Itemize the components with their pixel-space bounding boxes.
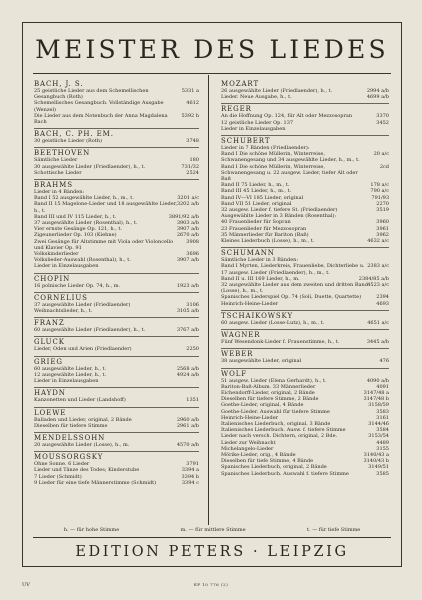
edition-number: 3907 a/b (176, 257, 199, 264)
edition-number: 4091 (376, 383, 389, 390)
edition-number: 3961 (376, 225, 389, 232)
edition-number: 178 a/c (370, 182, 389, 189)
entry-title: Die Lieder aus dem Notenbuch der Anna Magdalena Bach (34, 112, 168, 126)
composer-name: WEBER (221, 348, 389, 358)
composer-name: MENDELSSOHN (34, 432, 199, 442)
edition-number: 731/32 (181, 163, 199, 170)
entry-title: 35 Männerlieder für Bariton (Baß) (221, 231, 309, 238)
edition-number: 3140/43 b (363, 458, 389, 465)
composer-section (34, 407, 199, 429)
entry-title: Band III 45 Lieder, h., m., t. (221, 188, 292, 195)
composer-section (221, 348, 389, 364)
edition-number: 4924 a/b (176, 371, 199, 378)
entry-title: 60 ausgewählte Lieder, h., t. (34, 365, 107, 372)
edition-number: 4651 a/c (367, 319, 389, 326)
entry-title: Ohne Sonne. 6 Lieder (34, 461, 90, 468)
edition-number: 3144/46 (368, 420, 389, 427)
edition-number: 3158/59 (368, 402, 389, 409)
entry-title: Bariton-Baß-Album. 33 Männerlieder (221, 383, 316, 390)
entry-title: Lieder nach versch. Dichtern, original, 2 Bde. (221, 433, 338, 440)
catalog-entry (221, 471, 389, 477)
entry-title: Dieselben für tiefe Stimme, 4 Bände (221, 458, 314, 465)
left-column (34, 78, 199, 489)
composer-section (34, 387, 199, 403)
edition-number: 3519 (376, 207, 389, 214)
edition-number: 3907 a/b (176, 226, 199, 233)
entry-title: Eichendorff-Lieder, original, 2 Bände (221, 389, 315, 396)
entry-title: 25 geistliche Lieder aus dem Schemellischen Gesangbuch (Roth) (34, 88, 149, 101)
entry-title: 40 Frauenlieder für Sopran (221, 219, 291, 226)
edition-number: 3891/92 a/b (168, 213, 199, 220)
composer-section (34, 147, 199, 176)
edition-number: 4632 a/c (367, 238, 389, 245)
entry-title: 30 geistliche Lieder (Roth) (34, 138, 102, 145)
entry-title: 20 ausgewählte Lieder (Losse), h., m. (34, 441, 130, 448)
entry-title: Lieder in 4 Bänden: (34, 189, 85, 196)
edition-number: 3696 (186, 251, 199, 258)
page-title: MEISTER DES LIEDES (35, 35, 389, 64)
entry-title: 32 ausgewählte Lieder aus dem zweiten und dritten Band (Losse), h., m., t. (221, 282, 368, 295)
composer-section (34, 432, 199, 448)
composer-section (221, 247, 389, 307)
edition-number: 5331 a (181, 88, 199, 94)
catalog-entry (34, 308, 199, 314)
composer-name: BACH, C. PH. EM. (34, 128, 199, 138)
edition-number: 2961 a/b (176, 422, 199, 429)
composer-name: WOLF (221, 368, 389, 378)
entry-title: Goethe-Lieder, original, 4 Bände (221, 402, 304, 409)
entry-title: Goethe-Lieder. Auswahl für tiefere Stimme (221, 408, 330, 415)
composer-name: TSCHAIKOWSKY (221, 310, 389, 320)
entry-title: Schottische Lieder (34, 169, 82, 176)
catalog-frame (22, 22, 402, 567)
edition-number: 3149/51 (368, 464, 389, 471)
title-rule (33, 73, 391, 74)
edition-number: 790 a/c (370, 188, 389, 195)
entry-title: Ausgewählte Lieder in 3 Bänden (Rosenthal): (221, 213, 337, 220)
composer-section (221, 135, 389, 244)
edition-number: 20 a/c (373, 151, 389, 158)
entry-title: Michelangelo-Lieder (221, 445, 274, 452)
entry-title: Schemellisches Gesangbuch. Vollständige Ausgabe (Wenzel) (34, 100, 164, 113)
edition-number: 3155 (376, 445, 389, 452)
entry-title: Heinrich-Heine-Lieder (221, 300, 279, 307)
entry-title: Lieder in Einzelausgaben (34, 263, 99, 270)
publisher-name: EDITION PETERS · LEIPZIG (75, 544, 349, 560)
entry-title: Spanisches Liederbuch. Auswahl f. tiefere Stimme (221, 470, 349, 477)
catalog-entry (34, 201, 199, 213)
composer-name: MOUSSORGSKY (34, 451, 199, 461)
edition-number: 4090 a/b (366, 377, 389, 384)
edition-number: 2568 a/b (176, 365, 199, 372)
edition-number: 3202 a/b (176, 201, 199, 208)
entry-title: 7 Lieder (Schmidt) (34, 473, 82, 480)
edition-number: 791/93 (371, 194, 389, 201)
entry-title: Band I Die schöne Müllerin, Winterreise, Schwanengesang u. 22 ausgew. Lieder, tiefer Alt oder Baß (221, 163, 358, 183)
edition-number: 3147/48 a (363, 389, 389, 396)
edition-number: 3106 (186, 301, 199, 308)
edition-number: 180 (189, 157, 199, 164)
entry-title: Sämtliche Lieder (34, 157, 78, 164)
composer-section (221, 329, 389, 345)
composer-section (34, 292, 199, 314)
catalog-entry (34, 442, 199, 448)
edition-number: 4612 (186, 100, 199, 107)
entry-title: 30 ausgewählte Lieder (Friedlaender), h., t. (34, 163, 146, 170)
edition-number: 2270 (376, 200, 389, 207)
entry-title: Italienisches Liederbuch. Ausw. f. tiefere Stimme (221, 427, 346, 434)
entry-title: Lieder in 7 Bänden (Friedlaender): (221, 145, 310, 152)
entry-title: Band II 75 Lieder, h., m., t. (221, 182, 290, 189)
legend-high: h. — für hohe Stimme (63, 527, 120, 533)
entry-title: Balladen und Lieder, original, 2 Bände (34, 416, 132, 423)
edition-number: 3903 a/b (176, 220, 199, 227)
edition-number: 3585 (376, 470, 389, 477)
composer-name: BRAHMS (34, 179, 199, 189)
composer-name: LOEWE (34, 407, 199, 417)
edition-number: 4570 a/b (176, 441, 199, 448)
edition-number: 3394 a (181, 467, 199, 474)
catalog-entry (34, 100, 199, 112)
entry-title: 12 ausgewählte Lieder, h., t. (34, 371, 107, 378)
composer-section (34, 451, 199, 486)
composer-name: BEETHOVEN (34, 147, 199, 157)
entry-title: Spanisches Liederbuch, original, 2 Bände (221, 464, 327, 471)
edition-number: 2960 a/b (176, 416, 199, 423)
edition-number: 3584 (376, 427, 389, 434)
catalog-entry (221, 164, 389, 183)
edition-number: 2383 a/c (367, 263, 389, 270)
edition-number: 4489 (376, 439, 389, 446)
catalog-entry (34, 138, 199, 144)
edition-number: 476 (379, 358, 389, 365)
edition-number: 3445 a/b (366, 339, 389, 346)
composer-name: BACH, J. S. (34, 80, 84, 88)
entry-title: 37 ausgewählte Lieder (Rosenthal), h., t. (34, 220, 138, 227)
composer-section (34, 273, 199, 289)
catalog-entry (221, 151, 389, 163)
entry-title: Lieder und Tänze des Todes; Kinderstube (34, 467, 140, 474)
composer-name: FRANZ (34, 317, 199, 327)
entry-title: Italienisches Liederbuch, original, 3 Bände (221, 420, 331, 427)
entry-title: Lieder, Oden und Arien (Friedlaender) (34, 346, 132, 353)
entry-title: Vier ernste Gesänge Op. 121, h., t. (34, 226, 123, 233)
composer-section (34, 79, 199, 125)
entry-title: 16 polnische Lieder Op. 74, h., m. (34, 282, 121, 289)
edition-number: 2394 (376, 294, 389, 301)
entry-title: Band I 52 ausgewählte Lieder, h., m., t. (34, 195, 134, 202)
catalog-entry (34, 88, 199, 100)
column-divider (208, 75, 209, 525)
composer-name: CHOPIN (34, 273, 199, 283)
entry-title: Zigeunerlieder Op. 103 (Kiehne) (34, 232, 117, 239)
catalog-entry (34, 283, 199, 289)
catalog-entry (34, 480, 199, 486)
composer-name: GLUCK (34, 336, 199, 346)
entry-title: 32 ausgew. Lieder f. tiefere St. (Friedlaender) (221, 207, 338, 214)
composer-name: CORNELIUS (34, 292, 199, 302)
entry-title: Volkskinderlieder (34, 251, 79, 258)
footer-plate-number: EP 10 776 (2) (193, 582, 229, 587)
catalog-entry (221, 238, 389, 244)
composer-name: SCHUBERT (221, 135, 389, 145)
composer-name: REGER (221, 103, 389, 113)
catalog-entry (221, 358, 389, 364)
composer-name: MOZART (221, 80, 260, 88)
catalog-entry (221, 320, 389, 326)
composer-section (221, 310, 389, 326)
entry-title: 37 ausgewählte Lieder (Friedlaender) (34, 301, 131, 308)
footer-code: UV (22, 582, 30, 588)
catalog-entry (221, 263, 389, 275)
entry-title: Mörike-Lieder, orig., 4 Bände (221, 451, 296, 458)
composer-section (221, 103, 389, 132)
edition-number: 3153/54 (368, 433, 389, 440)
entry-title: 38 ausgewählte Lieder, original (221, 358, 302, 365)
catalog-entry (221, 94, 389, 100)
edition-number: 2994 a/b (366, 88, 389, 94)
catalog-entry (34, 378, 199, 384)
entry-title: 12 geistliche Lieder Op. 137 (221, 119, 294, 126)
entry-title: An die Hoffnung Op. 124, für Alt oder Mezzosopran (221, 113, 353, 120)
entry-title: Band VII 51 Lieder, original (221, 200, 292, 207)
entry-title: Heinrich-Heine-Lieder (221, 414, 279, 421)
edition-number: 3394 b (181, 473, 199, 480)
entry-title: Sämtliche Lieder in 3 Bänden: (221, 257, 299, 264)
composer-name: GRIEG (34, 356, 199, 366)
composer-section (34, 317, 199, 333)
legend-medium: m. — für mittlere Stimme (180, 527, 246, 533)
edition-number: 3201 a/c (177, 195, 199, 202)
edition-number: 3962 (376, 231, 389, 238)
edition-number: 3583 (376, 408, 389, 415)
publisher-rule (33, 537, 391, 538)
entry-title: 9 Lieder für eine tiefe Männerstimme (Schmidt) (34, 479, 157, 486)
entry-title: Lieder. Neue Ausgabe, h., t. (221, 94, 292, 101)
composer-section (34, 336, 199, 352)
edition-number: 5392 h (181, 112, 199, 119)
entry-title: 23 Frauenlieder für Mezzosopran (221, 225, 307, 232)
composer-section (34, 128, 199, 144)
edition-number: 3161 (376, 414, 389, 421)
catalog-entry (34, 397, 199, 403)
catalog-entry (34, 113, 199, 125)
entry-title: Weihnachtslieder, h., t. (34, 308, 93, 315)
catalog-entry (34, 239, 199, 251)
edition-number: 3960 (376, 219, 389, 226)
entry-title: Lieder in Einzelausgaben (221, 125, 286, 132)
edition-number: 3748 (186, 138, 199, 145)
entry-title: Spanisches Liederspiel Op. 74 (Soli, Duette, Quartette) (221, 294, 362, 301)
edition-number: 2524 (186, 169, 199, 176)
entry-title: Zwei Gesänge für Altstimme mit Viola oder Violoncello und Klavier Op. 91 (34, 238, 174, 251)
edition-number: 4699 a/b (366, 94, 389, 101)
edition-number: 1923 a/b (176, 282, 199, 289)
composer-section (221, 79, 389, 100)
composer-name: WAGNER (221, 329, 389, 339)
entry-title: Volkslieder-Auswahl (Rosenthal), h., t. (34, 257, 131, 264)
entry-title: Dieselben für tiefere Stimme (34, 422, 108, 429)
catalog-entry (34, 170, 199, 176)
entry-title: 51 ausgew. Lieder (Elena Gerhardt), h., t. (221, 377, 327, 384)
entry-title: Lieder zur Weihnacht (221, 439, 276, 446)
catalog-entry (221, 126, 389, 132)
edition-number: 4523 a/c (367, 282, 389, 289)
catalog-entry (34, 346, 199, 352)
edition-number: 2cd (379, 163, 389, 170)
edition-number: 2670 a/b (176, 232, 199, 239)
catalog-entry (221, 339, 389, 345)
edition-number: 3452 (376, 119, 389, 126)
edition-number: 3105 a/b (176, 308, 199, 315)
edition-number: 3370 (376, 113, 389, 120)
edition-number: 3767 a/b (176, 327, 199, 334)
entry-title: Lieder in Einzelausgaben (34, 378, 99, 385)
edition-number: 3147/48 b (363, 396, 389, 403)
edition-number: 2384/85 a/b (358, 275, 389, 282)
entry-title: Band II u. III 169 Lieder, h., m. (221, 275, 300, 282)
edition-number: 3394 c (181, 479, 199, 486)
entry-title: Kleines Liederbuch (Losse), h., m., t. (221, 238, 315, 245)
composer-section (34, 356, 199, 385)
edition-number: 2250 (186, 346, 199, 353)
entry-title: Band IV—VI 185 Lieder, original (221, 194, 304, 201)
legend-low: t. — für tiefe Stimme (307, 527, 361, 533)
entry-title: Band III und IV 115 Lieder, h., t. (34, 213, 117, 220)
catalog-entry (34, 423, 199, 429)
entry-title: 26 ausgewählte Lieder (Friedlaender), h., t. (221, 88, 333, 94)
catalog-entry (221, 282, 389, 294)
edition-number: 3791 (186, 461, 199, 468)
catalog-entry (34, 327, 199, 333)
entry-title: Kanzonetten und Lieder (Landshoff) (34, 397, 126, 404)
entry-title: Band II 15 Magelone-Lieder und 18 ausgewählte Lieder, h., t. (34, 201, 178, 214)
catalog-entry (221, 301, 389, 307)
entry-title: 60 ausgewählte Lieder (Friedlaender), h., t. (34, 327, 146, 334)
edition-number: 4693 (376, 300, 389, 307)
edition-number: 3908 (186, 238, 199, 245)
composer-section (34, 179, 199, 270)
entry-title: 60 ausgew. Lieder (Losse-Lutz), h., m., t. (221, 319, 325, 326)
entry-title: Band I Myrten, Liederkreis, Frauenliebe, Dichterliebe u. 17 ausgew. Lieder (Friedlaender), h., m., t. (221, 263, 365, 276)
entry-title: Band I Die schöne Müllerin, Winterreise, Schwanengesang und 34 ausgewählte Lieder, h., m., t. (221, 151, 360, 164)
entry-title: Fünf Wesendonk-Lieder f. Frauenstimme, h., t. (221, 339, 340, 346)
composer-section (221, 368, 389, 477)
edition-number: 3140/43 a (363, 451, 389, 458)
entry-title: Dieselben für tiefere Stimme, 2 Bände (221, 396, 319, 403)
right-column (221, 78, 389, 480)
catalog-entry (34, 263, 199, 269)
composer-name: HAYDN (34, 387, 199, 397)
edition-number: 1351 (186, 397, 199, 404)
voice-legend (33, 527, 391, 533)
composer-name: SCHUMANN (221, 247, 389, 257)
